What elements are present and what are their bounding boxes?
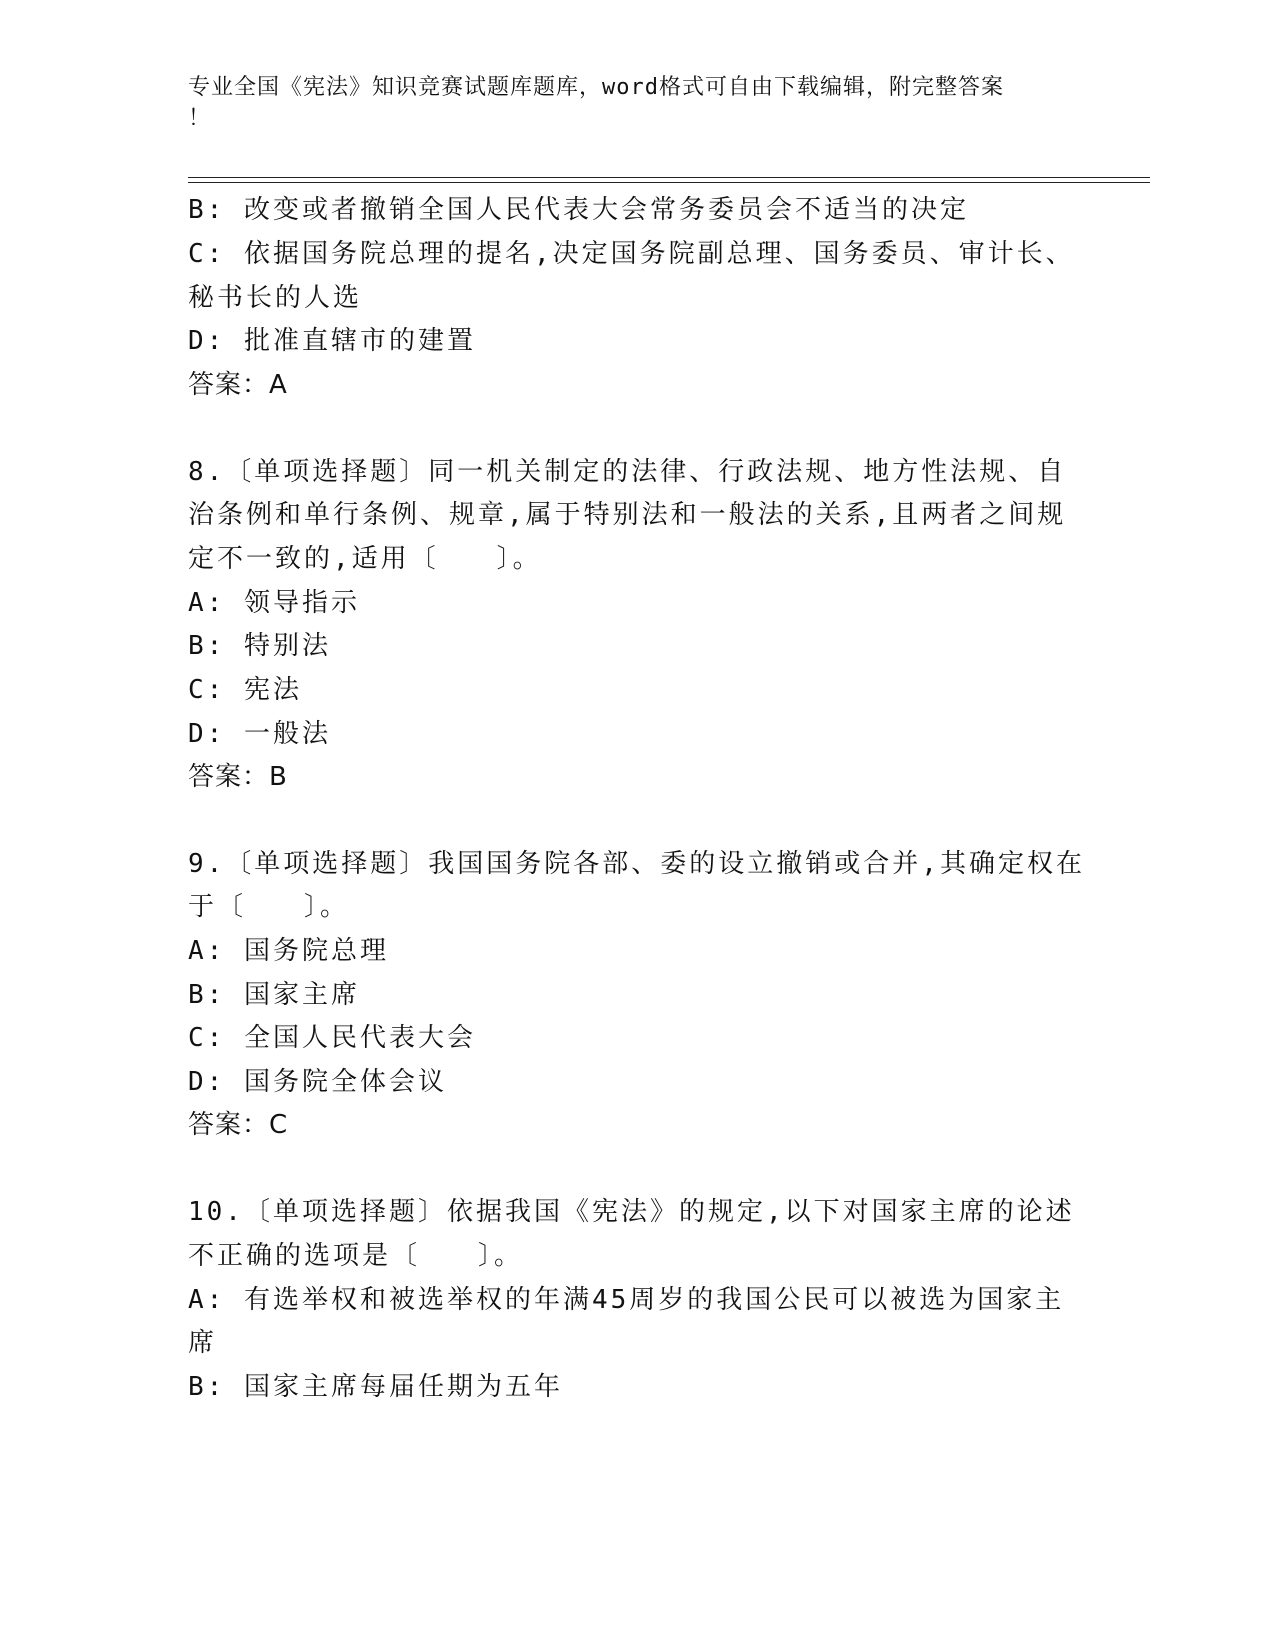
q8-stem-line3: 定不一致的,适用〔 〕。	[188, 544, 542, 574]
q9-answer: 答案：C	[188, 1110, 289, 1140]
header-rule-top	[188, 177, 1150, 178]
q8-option-b: B: 特别法	[188, 631, 331, 661]
q7-option-b: B: 改变或者撤销全国人民代表大会常务委员会不适当的决定	[188, 195, 969, 225]
q10-option-a: A: 有选举权和被选举权的年满45周岁的我国公民可以被选为国家主	[188, 1285, 1065, 1315]
q8-option-a: A: 领导指示	[188, 588, 360, 618]
q8-stem: 8.〔单项选择题〕同一机关制定的法律、行政法规、地方性法规、自	[188, 457, 1067, 487]
q7-option-c-continued: 秘书长的人选	[188, 283, 363, 313]
q8-answer: 答案：B	[188, 762, 288, 792]
q7-option-d: D: 批准直辖市的建置	[188, 326, 476, 356]
q9-stem-line2: 于〔 〕。	[188, 892, 350, 922]
q10-stem-line2: 不正确的选项是〔 〕。	[188, 1241, 524, 1271]
q8-stem-line2: 治条例和单行条例、规章,属于特别法和一般法的关系,且两者之间规	[188, 500, 1067, 530]
q10-option-b: B: 国家主席每届任期为五年	[188, 1372, 563, 1402]
header-line-continued: ！	[188, 106, 212, 131]
q9-option-c: C: 全国人民代表大会	[188, 1023, 476, 1053]
page-header	[188, 72, 1068, 134]
q8-option-c: C: 宪法	[188, 675, 302, 705]
header-line: 专业全国《宪法》知识竞赛试题库题库，word格式可自由下载编辑，附完整答案	[188, 75, 1004, 100]
header-rule-bottom	[188, 182, 1150, 183]
q8-option-d: D: 一般法	[188, 719, 331, 749]
q7-answer: 答案：A	[188, 370, 288, 400]
q10-stem: 10.〔单项选择题〕依据我国《宪法》的规定,以下对国家主席的论述	[188, 1197, 1075, 1227]
q10-option-a-continued: 席	[188, 1328, 218, 1358]
q7-option-c: C: 依据国务院总理的提名,决定国务院副总理、国务委员、审计长、	[188, 239, 1075, 269]
q9-stem: 9.〔单项选择题〕我国国务院各部、委的设立撤销或合并,其确定权在	[188, 849, 1085, 879]
q9-option-b: B: 国家主席	[188, 980, 360, 1010]
q9-option-d: D: 国务院全体会议	[188, 1067, 447, 1097]
q9-option-a: A: 国务院总理	[188, 936, 389, 966]
